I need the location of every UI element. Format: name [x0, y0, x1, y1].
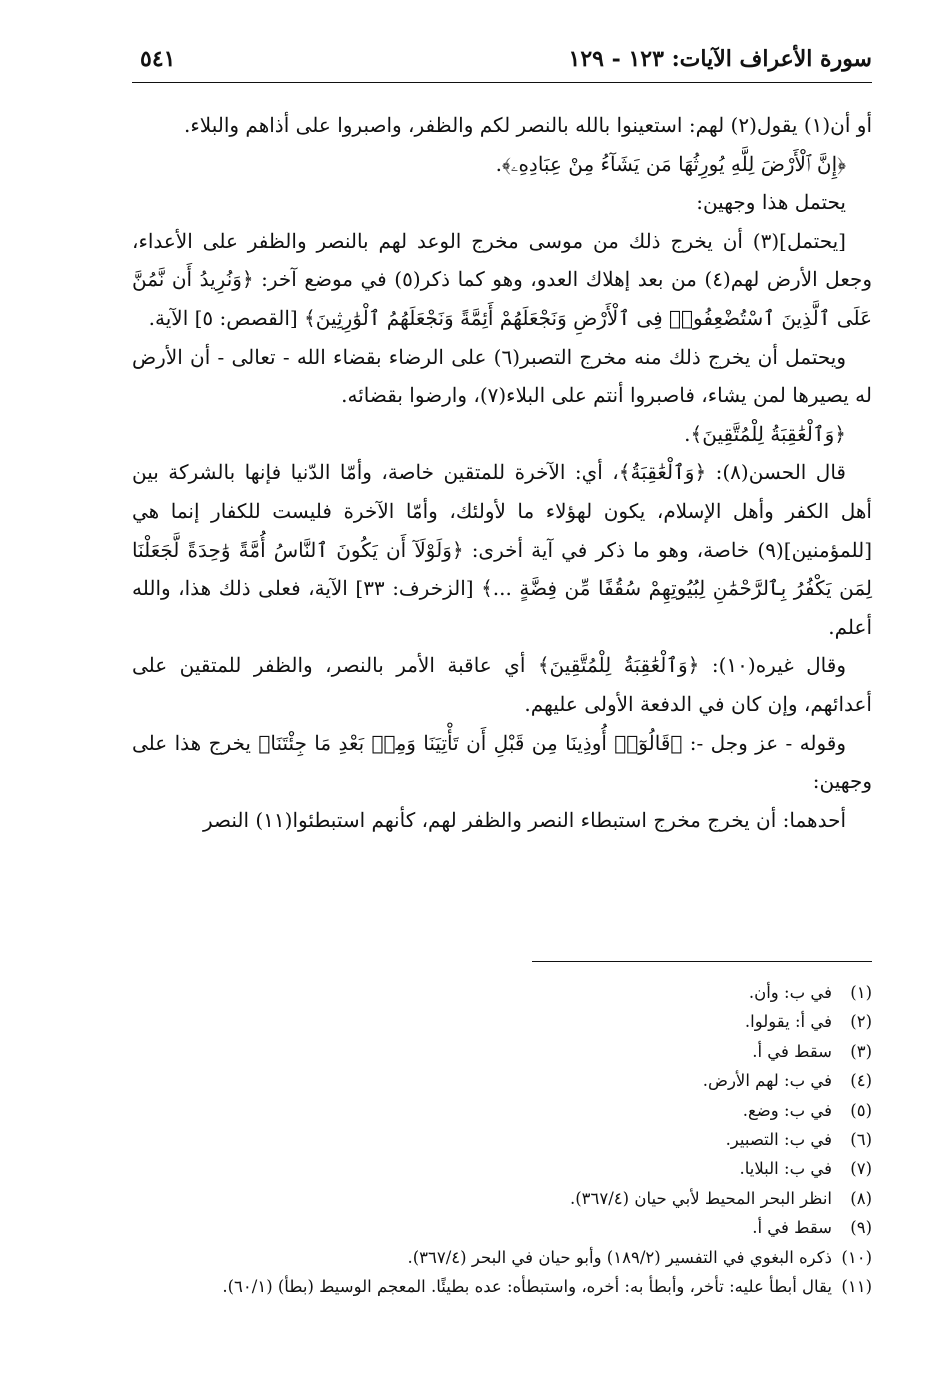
footnote-item — [132, 1243, 872, 1272]
main-text — [132, 106, 872, 839]
footnote-number: (٧) — [850, 1159, 872, 1179]
footnote-item — [132, 1096, 872, 1125]
footnote-item — [132, 1184, 872, 1213]
running-title: سورة الأعراف الآيات: ١٢٣ - ١٢٩ — [568, 46, 872, 72]
footnote-item — [132, 1037, 872, 1066]
footnote-number: (٦) — [850, 1130, 872, 1150]
footnote-item — [132, 1125, 872, 1154]
paragraph: وقوله - عز وجل -: ﴿قَالُوٓا۟ أُوذِينَا مِن قَبْلِ أَن تَأْتِيَنَا وَمِنۢ بَعْدِ مَا جِئْتَنَا﴾ يخرج هذا على وجهين: — [132, 730, 872, 794]
footnote-text: يقال أبطأ عليه: تأخر، وأبطأ به: أخره، واستبطأه: عده بطيئًا. المعجم الوسيط (بطأ) (٦٠/١). — [222, 1277, 832, 1297]
paragraph: وقال غيره(١٠): ﴿وَٱلْعَٰقِبَةُ لِلْمُتَّقِينَ﴾ أي عاقبة الأمر بالنصر، والظفر للمتقين على أعدائهم، وإن كان في الدفعة الأولى عليهم. — [132, 653, 872, 716]
paragraph: أو أن(١) يقول(٢) لهم: استعينوا بالله بالنصر لكم والظفر، واصبروا على أذاهم والبلاء. — [184, 113, 872, 137]
quran-verse: ﴿وَٱلْعَٰقِبَةُ لِلْمُتَّقِينَ﴾. — [684, 421, 846, 446]
paragraph: ويحتمل أن يخرج ذلك منه مخرج التصبر(٦) على الرضاء بقضاء الله - تعالى - أن الأرض له يصيرها لمن يشاء، فاصبروا أنتم على البلاء(٧)، وارضوا بقضائه. — [132, 344, 872, 408]
paragraph: يحتمل هذا وجهين: — [696, 190, 846, 215]
footnote-item — [132, 978, 872, 1007]
footnote-text: سقط في أ. — [752, 1218, 832, 1238]
footnotes-list — [132, 978, 872, 1301]
footnote-number: (٥) — [850, 1100, 872, 1120]
paragraph: أحدهما: أن يخرج مخرج استبطاء النصر والظفر لهم، كأنهم استبطئوا(١١) النصر — [202, 807, 846, 832]
footnote-number: (٤) — [850, 1071, 872, 1091]
footnote-divider — [532, 961, 872, 962]
footnote-number: (٣) — [850, 1041, 872, 1061]
footnote-text: في ب: لهم الأرض. — [702, 1071, 832, 1091]
footnote-item — [132, 1007, 872, 1036]
footnote-text: في ب: وأن. — [748, 983, 832, 1002]
footnote-text: في ب: التصبير. — [725, 1130, 832, 1150]
running-header — [132, 42, 872, 83]
footnote-number: (٢) — [850, 1012, 872, 1032]
page-number: ٥٤١ — [140, 46, 176, 72]
footnote-number: (٩) — [850, 1218, 872, 1238]
footnote-number: (١) — [850, 983, 872, 1002]
footnote-text: في ب: وضع. — [742, 1100, 832, 1120]
footnote-item — [132, 1066, 872, 1095]
footnote-text: ذكره البغوي في التفسير (١٨٩/٢) وأبو حيان في البحر (٣٦٧/٤). — [407, 1247, 832, 1267]
paragraph: قال الحسن(٨): ﴿وَٱلْعَٰقِبَةُ﴾، أي: الآخرة للمتقين خاصة، وأمّا الدّنيا فإنها بالشركة بين أهل الكفر وأهل الإسلام، يكون لهؤلاء ما لأولئك، وأمّا الآخرة فليست للكفار إنما هي [للمؤمنين](٩) خاصة، وهو ما ذكر في آية أخرى: ﴿وَلَوْلَآ أَن يَكُونَ ٱلنَّاسُ أُمَّةً وَٰحِدَةً لَّجَعَلْنَا لِمَن يَكْفُرُ بِٱلرَّحْمَٰنِ لِبُيُوتِهِمْ سُقُفًا مِّن فِضَّةٍ ...﴾ [الزخرف: ٣٣] الآية، فعلى ذلك هذا، والله أعلم. — [132, 460, 872, 639]
footnote-text: سقط في أ. — [752, 1041, 832, 1061]
footnote-number: (١١) — [841, 1277, 872, 1297]
footnote-item — [132, 1213, 872, 1242]
quran-verse: ﴿إِنَّ ٱلْأَرْضَ لِلَّهِ يُورِثُهَا مَن يَشَآءُ مِنْ عِبَادِهِۦ﴾. — [495, 151, 846, 176]
footnote-text: انظر البحر المحيط لأبي حيان (٣٦٧/٤). — [569, 1188, 832, 1208]
footnote-number: (٨) — [850, 1188, 872, 1208]
footnote-number: (١٠) — [841, 1247, 872, 1267]
paragraph: [يحتمل](٣) أن يخرج ذلك من موسى مخرج الوعد لهم بالنصر والظفر على الأعداء، وجعل الأرض لهم(٤) من بعد إهلاك العدو، وهو كما ذكر(٥) في موضع آخر: ﴿وَنُرِيدُ أَن نَّمُنَّ عَلَى ٱلَّذِينَ ٱسْتُضْعِفُوا۟ فِى ٱلْأَرْضِ وَنَجْعَلَهُمْ أَئِمَّةً وَنَجْعَلَهُمُ ٱلْوَٰرِثِينَ﴾ [القصص: ٥] الآية. — [132, 228, 873, 330]
footnote-item — [132, 1272, 872, 1301]
footnote-text: في أ: يقولوا. — [744, 1012, 832, 1032]
footnote-text: في ب: البلايا. — [739, 1159, 832, 1179]
footnote-item — [132, 1154, 872, 1183]
